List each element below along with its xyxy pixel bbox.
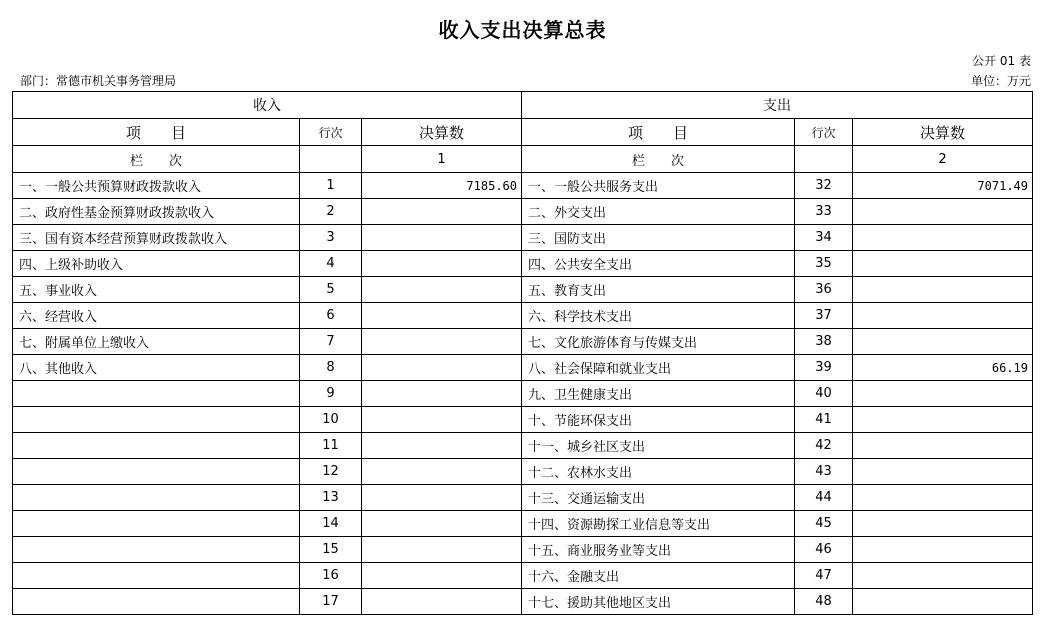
expense-amount-header: 决算数: [853, 119, 1033, 146]
income-column-label: 栏 次: [13, 146, 300, 173]
income-amount-cell: [362, 485, 522, 511]
income-amount-cell: [362, 589, 522, 615]
expense-column-line: [795, 146, 853, 173]
income-item-cell: 二、政府性基金预算财政拨款收入: [13, 199, 300, 225]
expense-amount-cell: [853, 563, 1033, 589]
income-item-cell: 一、一般公共预算财政拨款收入: [13, 173, 300, 199]
income-line-cell: 14: [300, 511, 362, 537]
income-amount-cell: [362, 407, 522, 433]
table-row: [13, 563, 1033, 589]
expense-line-cell: 35: [795, 251, 853, 277]
income-line-cell: 1: [300, 173, 362, 199]
expense-amount-cell: [853, 251, 1033, 277]
income-line-cell: 16: [300, 563, 362, 589]
income-item-cell: [13, 459, 300, 485]
expense-amount-cell: [853, 303, 1033, 329]
income-item-cell: [13, 407, 300, 433]
income-amount-header: 决算数: [362, 119, 522, 146]
expense-amount-cell: [853, 511, 1033, 537]
table-row: [13, 381, 1033, 407]
expense-line-cell: 40: [795, 381, 853, 407]
income-line-cell: 4: [300, 251, 362, 277]
income-line-cell: 5: [300, 277, 362, 303]
expense-line-cell: 41: [795, 407, 853, 433]
table-row: [13, 459, 1033, 485]
expense-amount-cell: [853, 329, 1033, 355]
expense-line-cell: 47: [795, 563, 853, 589]
income-item-cell: [13, 511, 300, 537]
expense-line-cell: 48: [795, 589, 853, 615]
income-item-cell: 六、经营收入: [13, 303, 300, 329]
expense-column-number: 2: [853, 146, 1033, 173]
expense-amount-cell: [853, 485, 1033, 511]
expense-line-cell: 37: [795, 303, 853, 329]
income-section-header: 收入: [13, 92, 522, 119]
table-row: [13, 329, 1033, 355]
table-row: [13, 199, 1033, 225]
expense-item-cell: 五、教育支出: [522, 277, 795, 303]
department-label: 部门：常德市机关事务管理局: [20, 74, 177, 88]
income-column-line: [300, 146, 362, 173]
expense-item-cell: 十四、资源勘探工业信息等支出: [522, 511, 795, 537]
table-row: [13, 433, 1033, 459]
expense-item-cell: 十七、援助其他地区支出: [522, 589, 795, 615]
report-title: 收入支出决算总表: [438, 18, 607, 42]
income-line-cell: 17: [300, 589, 362, 615]
table-row: [13, 251, 1033, 277]
expense-section-header: 支出: [522, 92, 1033, 119]
table-row: [13, 537, 1033, 563]
income-amount-cell: [362, 563, 522, 589]
expense-line-cell: 44: [795, 485, 853, 511]
expense-line-cell: 36: [795, 277, 853, 303]
income-line-cell: 12: [300, 459, 362, 485]
income-item-cell: 八、其他收入: [13, 355, 300, 381]
expense-item-cell: 十五、商业服务业等支出: [522, 537, 795, 563]
expense-amount-cell: [853, 589, 1033, 615]
expense-line-cell: 42: [795, 433, 853, 459]
form-number: 公开 01 表: [972, 54, 1031, 68]
income-item-cell: 五、事业收入: [13, 277, 300, 303]
expense-item-cell: 七、文化旅游体育与传媒支出: [522, 329, 795, 355]
expense-line-cell: 34: [795, 225, 853, 251]
income-line-cell: 3: [300, 225, 362, 251]
expense-item-cell: 六、科学技术支出: [522, 303, 795, 329]
income-item-header: 项 目: [13, 119, 300, 146]
income-item-cell: [13, 381, 300, 407]
income-line-cell: 8: [300, 355, 362, 381]
expense-item-cell: 十六、金融支出: [522, 563, 795, 589]
table-row: [13, 407, 1033, 433]
expense-item-cell: 一、一般公共服务支出: [522, 173, 795, 199]
income-line-cell: 15: [300, 537, 362, 563]
income-item-cell: [13, 537, 300, 563]
expense-amount-cell: [853, 537, 1033, 563]
expense-line-cell: 43: [795, 459, 853, 485]
income-item-cell: 四、上级补助收入: [13, 251, 300, 277]
expense-item-cell: 十二、农林水支出: [522, 459, 795, 485]
expense-amount-cell: 7071.49: [853, 173, 1033, 199]
expense-amount-cell: [853, 277, 1033, 303]
expense-item-cell: 二、外交支出: [522, 199, 795, 225]
expense-amount-cell: [853, 407, 1033, 433]
income-amount-cell: [362, 303, 522, 329]
income-line-cell: 13: [300, 485, 362, 511]
expense-amount-cell: [853, 381, 1033, 407]
income-amount-cell: [362, 511, 522, 537]
income-amount-cell: [362, 459, 522, 485]
expense-item-cell: 三、国防支出: [522, 225, 795, 251]
income-amount-cell: [362, 251, 522, 277]
expense-line-cell: 45: [795, 511, 853, 537]
table-row: [13, 303, 1033, 329]
table-row: [13, 485, 1033, 511]
income-line-cell: 10: [300, 407, 362, 433]
income-expense-table: [12, 91, 1033, 615]
income-item-cell: [13, 485, 300, 511]
income-amount-cell: [362, 381, 522, 407]
income-amount-cell: [362, 537, 522, 563]
income-amount-cell: [362, 329, 522, 355]
table-row: [13, 173, 1033, 199]
income-line-cell: 7: [300, 329, 362, 355]
expense-line-cell: 38: [795, 329, 853, 355]
table-row: [13, 589, 1033, 615]
table-row: [13, 225, 1033, 251]
income-item-cell: [13, 589, 300, 615]
table-row: [13, 355, 1033, 381]
income-amount-cell: [362, 277, 522, 303]
income-amount-cell: [362, 199, 522, 225]
income-amount-cell: [362, 355, 522, 381]
expense-item-cell: 四、公共安全支出: [522, 251, 795, 277]
income-amount-cell: 7185.60: [362, 173, 522, 199]
income-line-cell: 9: [300, 381, 362, 407]
income-item-cell: 七、附属单位上缴收入: [13, 329, 300, 355]
income-item-cell: [13, 563, 300, 589]
expense-item-cell: 十、节能环保支出: [522, 407, 795, 433]
expense-item-cell: 九、卫生健康支出: [522, 381, 795, 407]
expense-amount-cell: [853, 459, 1033, 485]
unit-label: 单位：万元: [970, 74, 1031, 88]
table-row: [13, 277, 1033, 303]
income-line-header: 行次: [300, 119, 362, 146]
expense-line-cell: 32: [795, 173, 853, 199]
expense-amount-cell: 66.19: [853, 355, 1033, 381]
income-item-cell: [13, 433, 300, 459]
expense-column-label: 栏 次: [522, 146, 795, 173]
expense-line-cell: 33: [795, 199, 853, 225]
income-item-cell: 三、国有资本经营预算财政拨款收入: [13, 225, 300, 251]
expense-line-header: 行次: [795, 119, 853, 146]
expense-amount-cell: [853, 225, 1033, 251]
table-row: [13, 511, 1033, 537]
expense-line-cell: 39: [795, 355, 853, 381]
income-line-cell: 2: [300, 199, 362, 225]
expense-line-cell: 46: [795, 537, 853, 563]
expense-item-cell: 十三、交通运输支出: [522, 485, 795, 511]
income-column-number: 1: [362, 146, 522, 173]
income-amount-cell: [362, 225, 522, 251]
income-amount-cell: [362, 433, 522, 459]
expense-item-cell: 八、社会保障和就业支出: [522, 355, 795, 381]
expense-amount-cell: [853, 199, 1033, 225]
income-line-cell: 6: [300, 303, 362, 329]
expense-item-cell: 十一、城乡社区支出: [522, 433, 795, 459]
expense-item-header: 项 目: [522, 119, 795, 146]
income-line-cell: 11: [300, 433, 362, 459]
expense-amount-cell: [853, 433, 1033, 459]
